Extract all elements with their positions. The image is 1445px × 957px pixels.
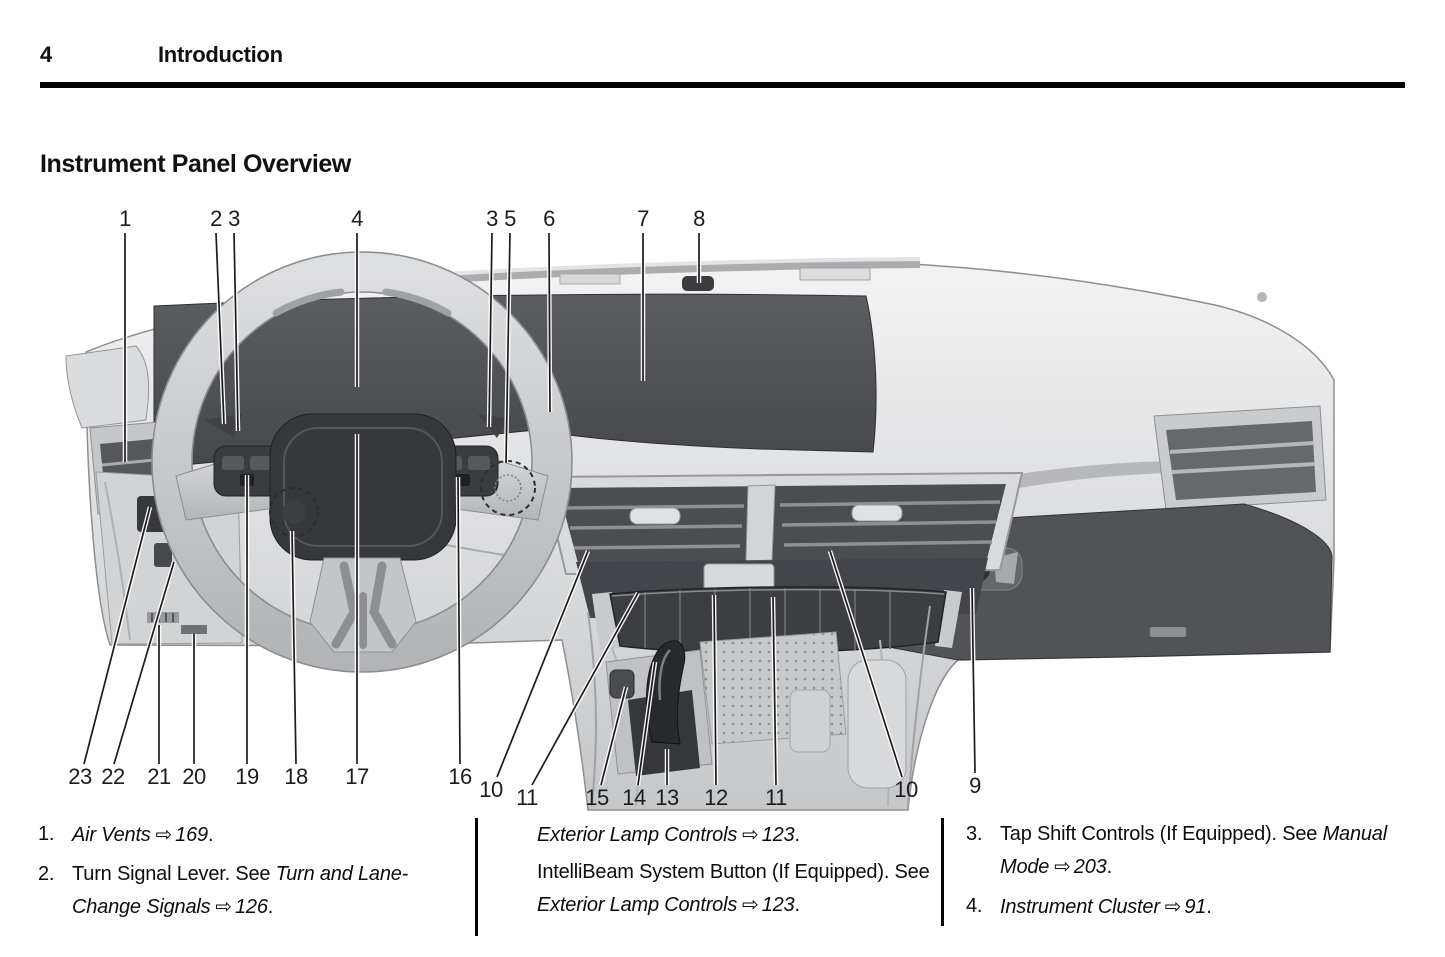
chapter-title: Introduction — [158, 42, 283, 67]
callout-14: 14 — [622, 785, 646, 810]
legend-item-3 — [966, 818, 1404, 883]
callout-3a: 3 — [228, 206, 240, 231]
legend-item-4 — [966, 890, 1404, 923]
callout-13: 13 — [655, 785, 679, 810]
period: . — [1206, 896, 1212, 918]
reference-page: 91 — [1184, 896, 1207, 918]
period: . — [794, 824, 800, 846]
callout-7: 7 — [637, 206, 649, 231]
legend-item-2-continuation-b — [537, 856, 935, 921]
callout-1: 1 — [119, 206, 131, 231]
page-ref-arrow-icon: ⇨ — [742, 892, 759, 916]
page-ref-arrow-icon: ⇨ — [155, 822, 173, 846]
legend-column-3 — [966, 818, 1404, 930]
callout-12: 12 — [704, 785, 728, 810]
period: . — [207, 824, 214, 846]
legend-item-3-number: 3. — [966, 823, 983, 845]
reference-title: Manual Mode — [1000, 823, 1387, 878]
reference-page: 126 — [234, 896, 268, 918]
page-ref-arrow-icon: ⇨ — [1054, 854, 1071, 878]
period: . — [267, 896, 274, 918]
callout-19: 19 — [235, 764, 259, 789]
item-text: Turn Signal Lever. See — [72, 863, 276, 885]
section-title: Instrument Panel Overview — [40, 150, 351, 178]
reference-title: Exterior Lamp Controls — [537, 894, 738, 916]
callout-16: 16 — [448, 764, 472, 789]
legend-item-2 — [38, 858, 448, 923]
page-ref-arrow-icon: ⇨ — [742, 822, 759, 846]
legend-item-2-text — [72, 858, 448, 923]
callout-5: 5 — [504, 206, 516, 231]
reference-page: 123 — [761, 824, 795, 846]
period: . — [794, 894, 800, 916]
callout-17: 17 — [345, 764, 369, 789]
callout-9: 9 — [969, 773, 981, 798]
page-ref-arrow-icon: ⇨ — [215, 894, 232, 918]
callout-10-right: 10 — [894, 777, 918, 802]
column-separator-1 — [475, 818, 478, 936]
period: . — [1106, 856, 1112, 878]
page-number: 4 — [40, 42, 52, 67]
callout-11-right: 11 — [765, 785, 787, 810]
legend-column-1 — [38, 818, 448, 930]
callout-4: 4 — [351, 206, 363, 231]
legend-item-2-number: 2. — [38, 863, 55, 885]
legend-column-2 — [537, 818, 935, 926]
callout-23: 23 — [68, 764, 92, 789]
item-text: IntelliBeam System Button (If Equipped). See — [537, 861, 930, 883]
callout-18: 18 — [284, 764, 308, 789]
callout-11-left: 11 — [516, 785, 538, 810]
legend-item-3-text — [1000, 818, 1404, 883]
page-ref-arrow-icon: ⇨ — [1164, 894, 1182, 918]
legend-item-1-text — [72, 818, 448, 851]
legend-item-4-number: 4. — [966, 895, 983, 917]
legend-item-1-number: 1. — [38, 823, 55, 845]
callout-8: 8 — [693, 206, 705, 231]
reference-page: 169 — [175, 824, 208, 846]
callout-21: 21 — [147, 764, 171, 789]
callout-6: 6 — [543, 206, 555, 231]
legend-item-2-continuation-a — [537, 818, 935, 851]
column-separator-2 — [941, 818, 944, 926]
reference-title: Turn and Lane-Change Signals — [72, 863, 409, 918]
reference-page: 123 — [761, 894, 795, 916]
callout-3b: 3 — [486, 206, 498, 231]
legend-item-1 — [38, 818, 448, 851]
item-text: Tap Shift Controls (If Equipped). See — [1000, 823, 1323, 845]
callout-22: 22 — [101, 764, 125, 789]
callout-10-left: 10 — [479, 777, 503, 802]
reference-title: Exterior Lamp Controls — [537, 824, 738, 846]
legend-item-4-text — [1000, 890, 1404, 923]
callout-2: 2 — [210, 206, 222, 231]
reference-page: 203 — [1073, 856, 1107, 878]
callout-20: 20 — [182, 764, 206, 789]
callout-15: 15 — [585, 785, 609, 810]
reference-title: Air Vents — [72, 824, 151, 846]
reference-title: Instrument Cluster — [1000, 896, 1160, 918]
